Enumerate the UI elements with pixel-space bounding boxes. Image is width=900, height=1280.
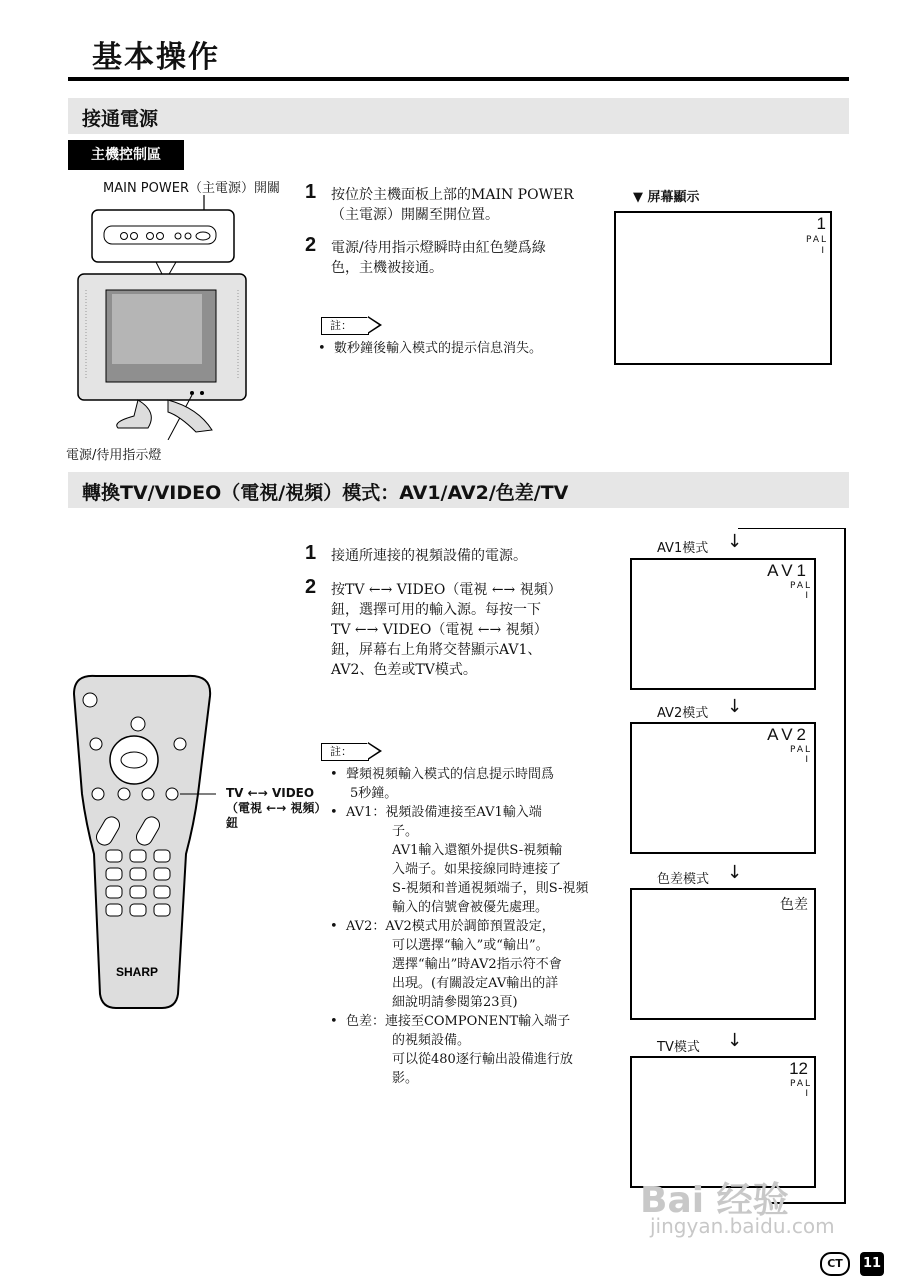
note-tag-1: 註： [321,317,369,335]
title-rule [68,77,849,81]
panel-tab: 主機控制區 [68,140,184,170]
step-2-text: 電源/待用指示燈瞬時由紅色變爲綠 色，主機被接通。 [331,240,546,276]
step-1-text: 按位於主機面板上部的MAIN POWER （主電源）開關至開位置。 [331,187,574,223]
note-arrow-icon [368,316,382,334]
mode-label-av2: AV2模式 [657,706,709,721]
screen-display-heading: ▼ 屏幕顯示 [633,190,700,205]
step-1-number: 1 [305,542,317,564]
remote-control-illustration [66,674,216,1014]
mode-label-component: 色差模式 [657,872,710,887]
watermark-brand: Bai 经验 [640,1180,789,1221]
section-heading-text: 接通電源 [82,108,159,130]
note-bullet: • 色差：連接至COMPONENT輸入端子 [330,1014,571,1029]
tv-illustration [68,190,288,440]
down-arrow-icon: ↓ [727,862,743,883]
osd-channel: 1 [816,214,826,233]
section-heading-text: 轉換TV/VIDEO（電視/視頻）模式：AV1/AV2/色差/TV [82,482,569,504]
osd-screen-av2: AV2 PAL I [630,722,816,854]
down-arrow-icon: ↓ [727,1030,743,1051]
main-power-label: MAIN POWER（主電源）開關 [103,181,280,196]
down-arrow-icon: ↓ [727,531,743,552]
osd-sound: I [821,246,826,256]
note-tag-2: 註： [321,743,369,761]
remote-brand: SHARP [116,965,159,979]
step-2-number: 2 [305,576,317,598]
osd-screen-av1: AV1 PAL I [630,558,816,690]
osd-system: PAL [805,235,828,245]
remote-callout: TV ←→ VIDEO （電視 ←→ 視頻） 鈕 [226,786,327,830]
osd-screen-tv-mode: 12 PAL I [630,1056,816,1188]
note-bullet: • 數秒鐘後輸入模式的提示信息消失。 [318,341,542,356]
indicator-label: 電源/待用指示燈 [66,448,162,463]
note-bullet: • AV1：視頻設備連接至AV1輸入端 [330,805,542,820]
step-1-text: 接通所連接的視頻設備的電源。 [331,548,527,564]
watermark-url: jingyan.baidu.com [650,1214,835,1238]
mode-label-av1: AV1模式 [657,541,709,556]
note-list: • 聲頻視頻輸入模式的信息提示時間爲 5秒鐘。 • AV1：視頻設備連接至AV1輸入端 子。 AV1輸入還額外提供S-視頻輸 入端子。如果接線同時連接了 S-視頻和普通視頻端子，則S-視頻 輸入的信號會被優先處理。 • AV2：AV2模式用於調節預置設定， 可以選擇“輸入”或“輸出”。 選擇“輸出”時AV2指示符不會 出現。(有關設定AV輸出的詳 細說明請參閱第23頁) • 色差：連接至COMPONENT輸入端子 的視頻設備。 可以從480逐行輸出設備進行放 影。 [330,765,610,1088]
osd-screen-component: 色差 [630,888,816,1020]
note-bullet: • AV2：AV2模式用於調節預置設定， [330,919,555,934]
section-heading-power [68,98,849,134]
mode-label-tv: TV模式 [657,1040,700,1055]
page-number: 11 [860,1252,884,1276]
language-badge: CT [820,1252,850,1276]
page-title: 基本操作 [92,40,220,75]
osd-screen-tv [614,211,832,365]
section-heading-mode [68,472,849,508]
note-bullet: • 聲頻視頻輸入模式的信息提示時間爲 [330,767,554,782]
step-1-number: 1 [305,181,317,203]
down-arrow-icon: ↓ [727,696,743,717]
step-2-text: 按TV ←→ VIDEO（電視 ←→ 視頻） 鈕，選擇可用的輸入源。每按一下 TV ←→ VIDEO（電視 ←→ 視頻） 鈕，屏幕右上角將交替顯示AV1、 AV2、色差或TV模式。 [331,582,562,678]
step-2-number: 2 [305,234,317,256]
note-arrow-icon [368,742,382,760]
